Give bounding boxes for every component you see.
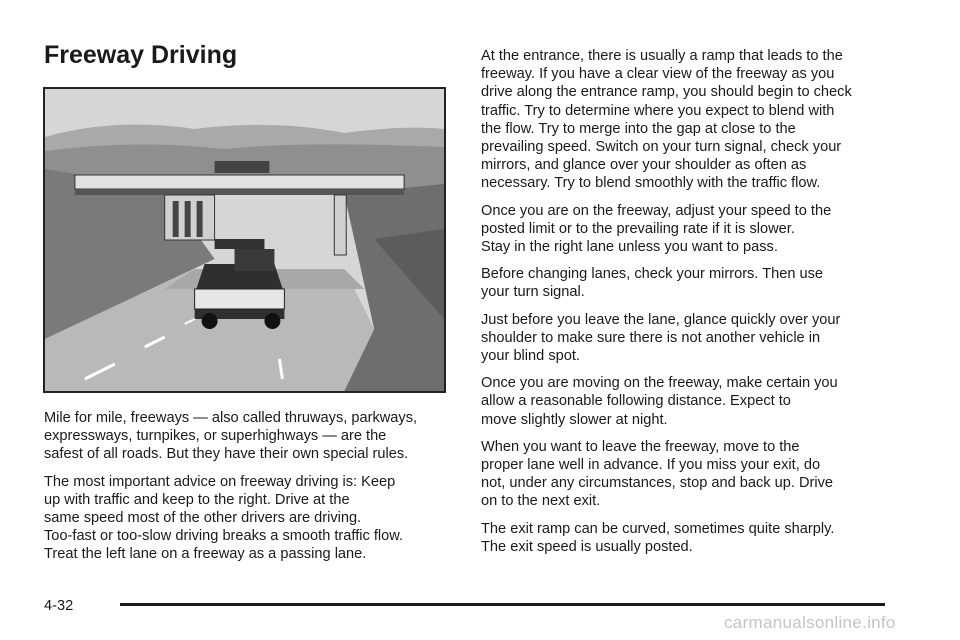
paragraph: Mile for mile, freeways — also called thruways, parkways, expressways, turnpikes, or superhighways — are the safest of all roads. But they have their own special rules. bbox=[44, 410, 418, 463]
page-number: 4-32 bbox=[44, 598, 74, 614]
footer-divider bbox=[120, 603, 885, 606]
page-title: Freeway Driving bbox=[44, 41, 238, 69]
paragraph: The most important advice on freeway driving is: Keep up with traffic and keep to the right. Drive at the same speed most of the other drivers are driving. Too-fast or too-slow driving breaks a smooth traffic flow. Treat the left lane on a freeway as a passing lane. bbox=[44, 473, 404, 563]
right-text-column bbox=[481, 47, 896, 565]
paragraph: The exit ramp can be curved, sometimes quite sharply. The exit speed is usually posted. bbox=[481, 520, 835, 555]
freeway-overpass-illustration bbox=[43, 87, 446, 393]
paragraph: Once you are moving on the freeway, make certain you allow a reasonable following distance. Expect to move slightly slower at night. bbox=[481, 375, 838, 428]
watermark: carmanualsonline.info bbox=[724, 613, 896, 632]
paragraph: At the entrance, there is usually a ramp that leads to the freeway. If you have a clear view of the freeway as you drive along the entrance ramp, you should begin to check traffic. Try to determine where you expect to blend with the flow. Try to merge into the gap at close to the prevailing speed. Switch on your turn signal, check your mirrors, and glance over your shoulder as often as necessary. Try to blend smoothly with the traffic flow. bbox=[481, 48, 852, 192]
paragraph: When you want to leave the freeway, move to the proper lane well in advance. If you miss your exit, do not, under any circumstances, stop and back up. Drive on to the next exit. bbox=[481, 438, 834, 510]
paragraph: Once you are on the freeway, adjust your speed to the posted limit or to the prevailing rate if it is slower. Stay in the right lane unless you want to pass. bbox=[481, 202, 832, 256]
left-text-column bbox=[44, 409, 449, 573]
paragraph: Before changing lanes, check your mirrors. Then use your turn signal. bbox=[481, 266, 824, 301]
freeway-overpass-icon bbox=[45, 89, 444, 391]
paragraph: Just before you leave the lane, glance quickly over your shoulder to make sure there is not another vehicle in your blind spot. bbox=[481, 311, 841, 365]
